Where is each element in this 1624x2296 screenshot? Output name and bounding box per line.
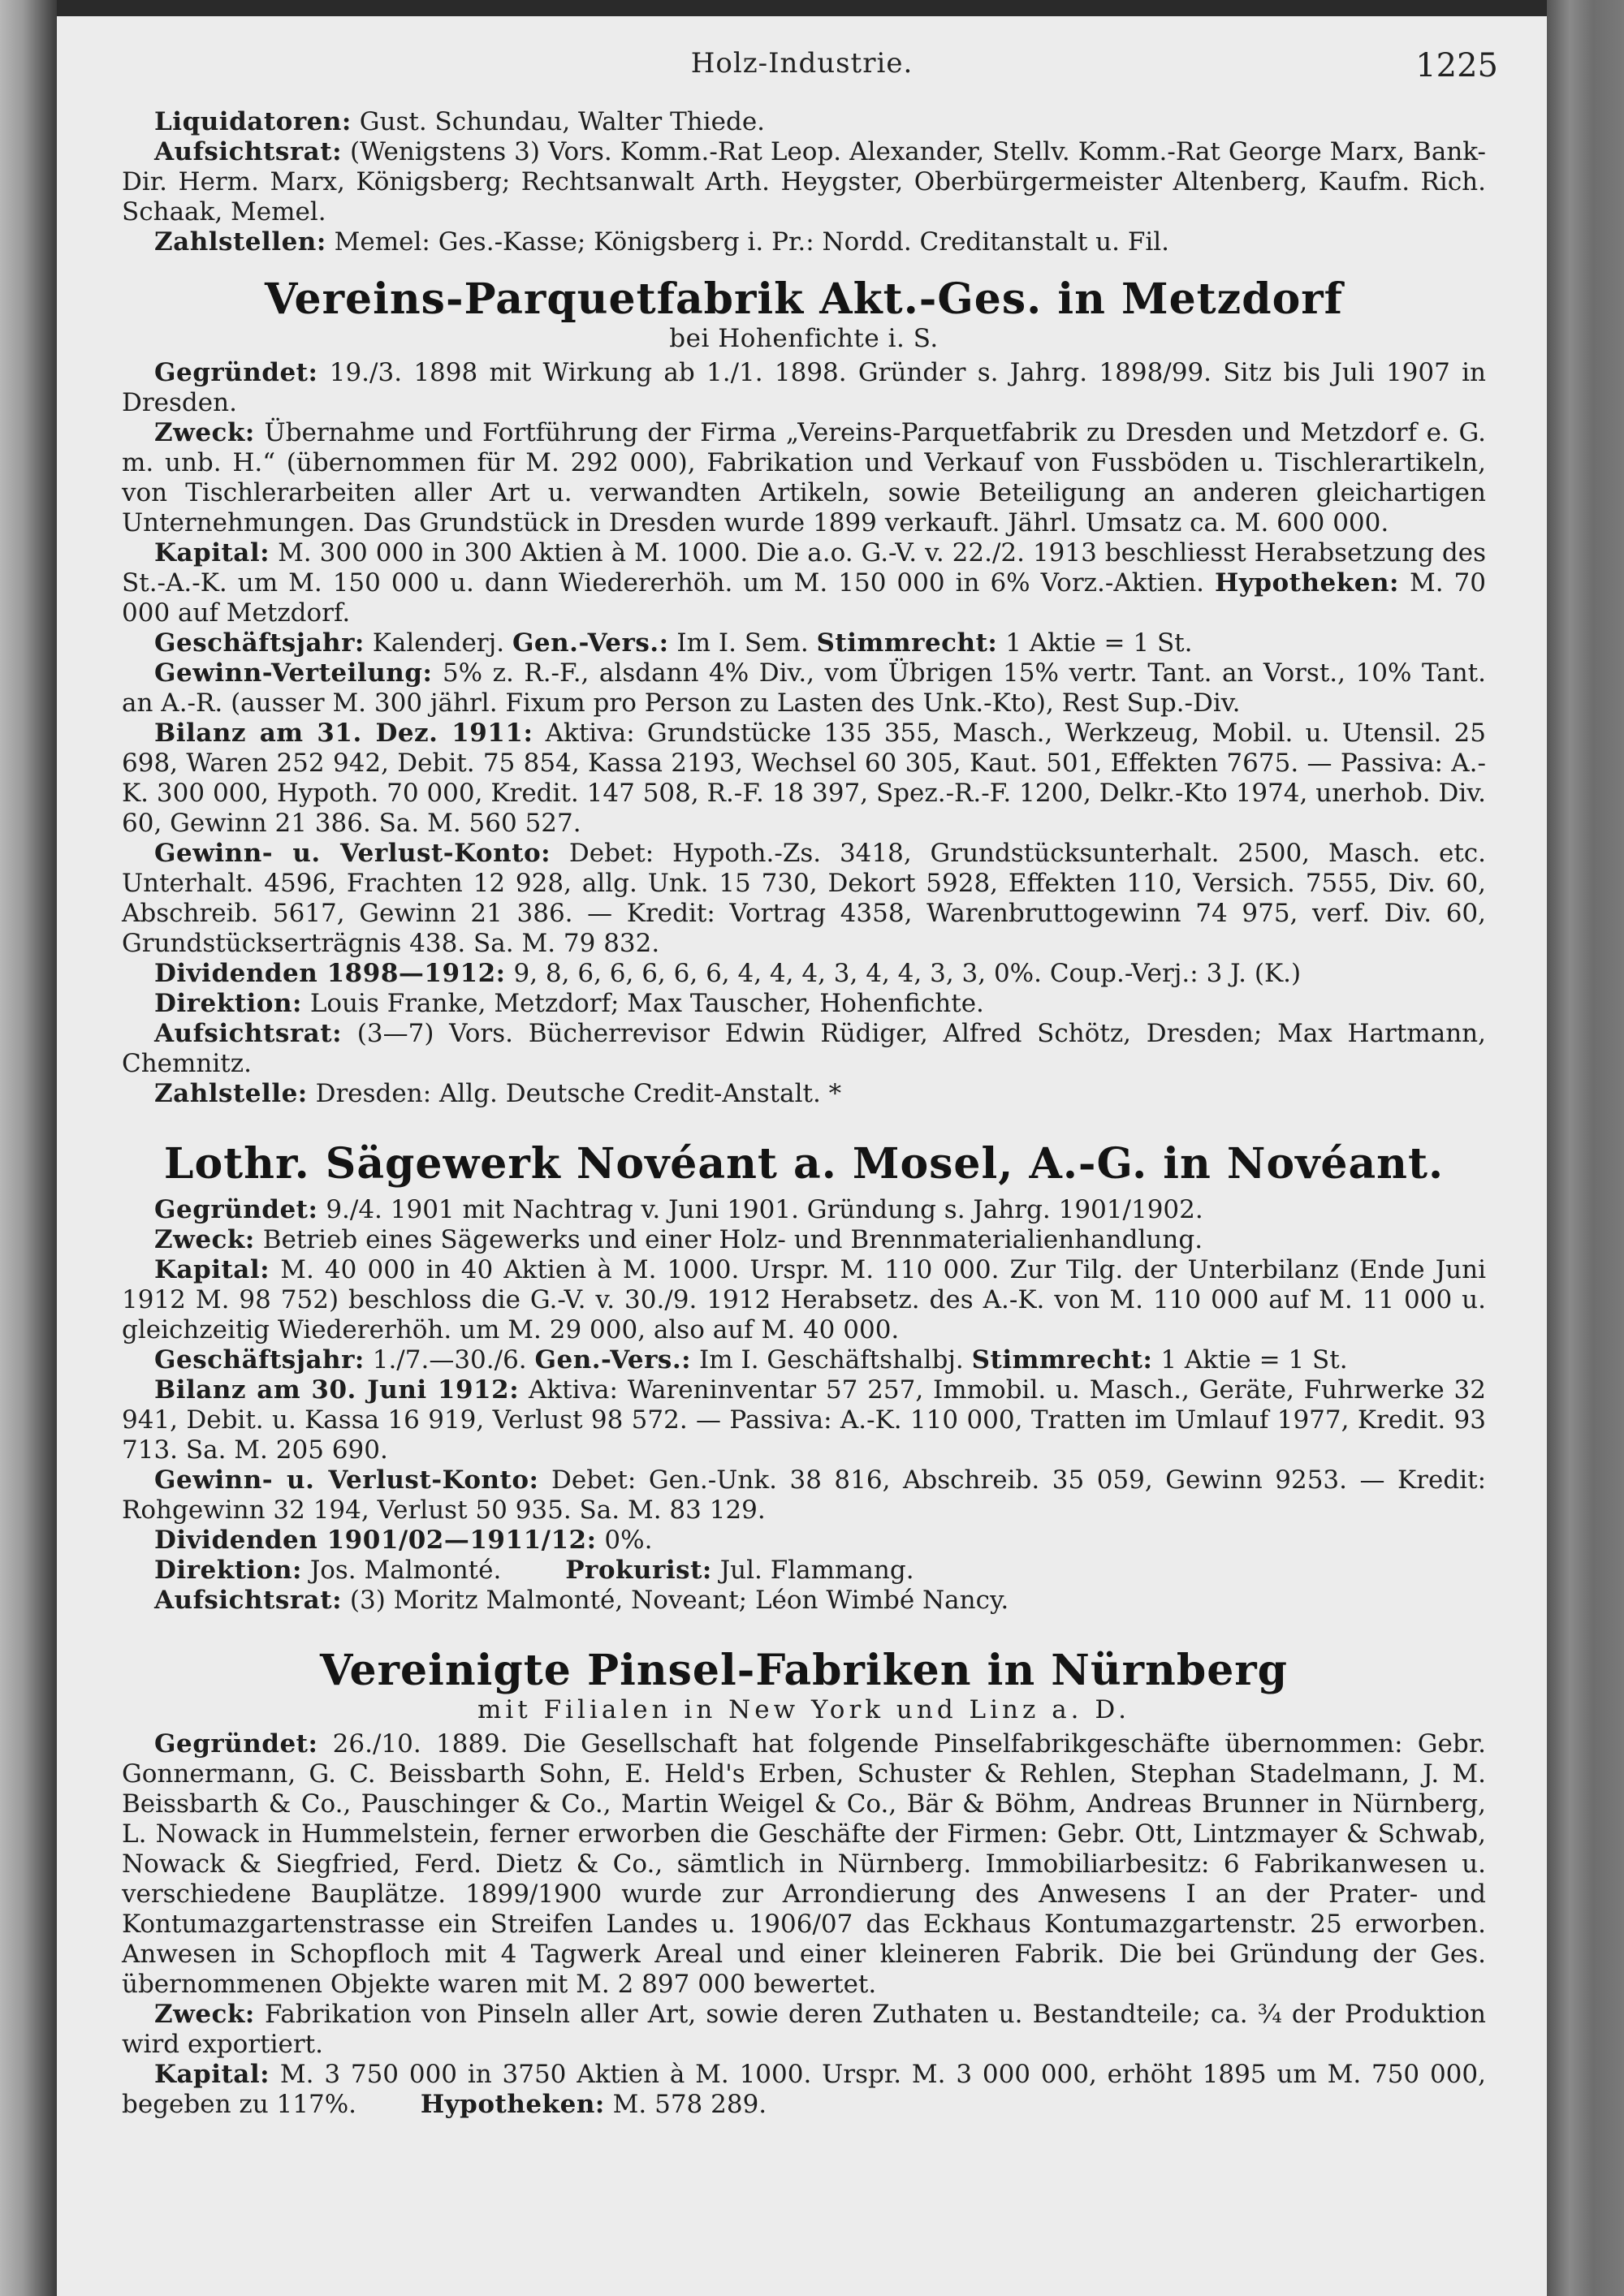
entry-paragraph: Geschäftsjahr: 1./7.—30./6. Gen.-Vers.: Im I. Geschäftshalbj. Stimmrecht: 1 Aktie = 1 St. bbox=[154, 1345, 1348, 1375]
entry-paragraph: Aufsichtsrat: (Wenigstens 3) Vors. Komm.-Rat Leop. Alexander, Stellv. Komm.-Rat George Marx, Bank-Dir. Herm. Marx, Königsberg; Rechtsanwalt Arth. Heygster, Oberbürgermeister Altenberg, Kaufm. Rich. Schaak, Memel. bbox=[122, 137, 1487, 227]
book-gutter-left bbox=[0, 0, 57, 2296]
company-entry bbox=[122, 275, 1486, 1109]
entry-paragraph: Aufsichtsrat: (3—7) Vors. Bücherrevisor Edwin Rüdiger, Alfred Schötz, Dresden; Max Hartmann, Chemnitz. bbox=[122, 1019, 1486, 1078]
entry-paragraph: Gewinn- u. Verlust-Konto: Debet: Hypoth.-Zs. 3418, Grundstücksunterhalt. 2500, Masch. etc. Unterhalt. 4596, Frachten 12 928, allg. Unk. 15 730, Dekort 5928, Effekten 110, Versich. 7555, Div. 60, Abschreib. 5617, Gewinn 21 386. — Kredit: Vortrag 4358, Warenbruttogewinn 74 975, verf. Div. 60, Grundstückserträgnis 438. Sa. M. 79 832. bbox=[122, 839, 1486, 958]
page-header bbox=[57, 47, 1547, 88]
entry-paragraph: Zweck: Betrieb eines Sägewerks und einer Holz- und Brennmaterialienhandlung. bbox=[154, 1225, 1203, 1254]
entry-paragraph: Direktion: Jos. Malmonté. Prokurist: Jul. Flammang. bbox=[154, 1556, 914, 1585]
previous-entry-continuation bbox=[122, 107, 1486, 257]
entry-paragraph: Kapital: M. 3 750 000 in 3750 Aktien à M. 1000. Urspr. M. 3 000 000, erhöht 1895 um M. 750 000, begeben zu 117%. Hypotheken: M. 578 289. bbox=[122, 2060, 1486, 2119]
entry-paragraph: Gegründet: 19./3. 1898 mit Wirkung ab 1./1. 1898. Gründer s. Jahrg. 1898/99. Sitz bis Juli 1907 in Dresden. bbox=[122, 358, 1486, 417]
entry-paragraph: Aufsichtsrat: (3) Moritz Malmonté, Noveant; Léon Wimbé Nancy. bbox=[154, 1586, 1009, 1615]
company-title: Lothr. Sägewerk Novéant a. Mosel, A.-G. in Novéant. bbox=[163, 1139, 1445, 1189]
entry-paragraph: Zahlstellen: Memel: Ges.-Kasse; Königsberg i. Pr.: Nordd. Creditanstalt u. Fil. bbox=[154, 227, 1170, 257]
entry-paragraph: Bilanz am 31. Dez. 1911: Aktiva: Grundstücke 135 355, Masch., Werkzeug, Mobil. u. Utensil. 25 698, Waren 252 942, Debit. 75 854, Kassa 2193, Wechsel 60 305, Kaut. 501, Effekten 7675. — Passiva: A.-K. 300 000, Hypoth. 70 000, Kredit. 147 508, R.-F. 18 397, Spez.-R.-F. 1200, Delkr.-Kto 1974, unerhob. Div. 60, Gewinn 21 386. Sa. M. 560 527. bbox=[122, 719, 1486, 838]
running-head: Holz-Industrie. bbox=[690, 47, 914, 80]
entry-paragraph: Bilanz am 30. Juni 1912: Aktiva: Wareninventar 57 257, Immobil. u. Masch., Geräte, Fuhrwerke 32 941, Debit. u. Kassa 16 919, Verlust 98 572. — Passiva: A.-K. 110 000, Tratten im Umlauf 1977, Kredit. 93 713. Sa. M. 205 690. bbox=[122, 1375, 1487, 1465]
entry-paragraph: Zweck: Fabrikation von Pinseln aller Art, sowie deren Zuthaten u. Bestandteile; ca. ¾ der Produktion wird exportiert. bbox=[122, 2000, 1486, 2059]
entry-paragraph: Liquidatoren: Gust. Schundau, Walter Thiede. bbox=[154, 107, 766, 136]
company-entry bbox=[122, 1646, 1486, 2120]
entry-paragraph: Dividenden 1898—1912: 9, 8, 6, 6, 6, 6, 6, 4, 4, 4, 3, 4, 4, 3, 3, 0%. Coup.-Verj.: 3 J. (K.) bbox=[154, 959, 1302, 988]
entry-paragraph: Dividenden 1901/02—1911/12: 0%. bbox=[154, 1526, 653, 1555]
company-entry bbox=[122, 1140, 1486, 1616]
company-title: Vereinigte Pinsel-Fabriken in Nürnberg bbox=[319, 1646, 1289, 1695]
company-subtitle: bei Hohenfichte i. S. bbox=[669, 324, 939, 353]
company-subtitle: mit Filialen in New York und Linz a. D. bbox=[477, 1695, 1130, 1724]
entry-paragraph: Direktion: Louis Franke, Metzdorf; Max Tauscher, Hohenfichte. bbox=[154, 989, 984, 1018]
entry-paragraph: Kapital: M. 300 000 in 300 Aktien à M. 1000. Die a.o. G.-V. v. 22./2. 1913 beschliesst Herabsetzung des St.-A.-K. um M. 150 000 u. dann Wiedererhöh. um M. 150 000 in 6% Vorz.-Aktien. Hypotheken: M. 70 000 auf Metzdorf. bbox=[122, 538, 1486, 628]
page-content bbox=[122, 107, 1486, 2120]
book-page bbox=[57, 16, 1547, 2296]
book-page-edges-right bbox=[1547, 0, 1624, 2296]
company-title: Vereins-Parquetfabrik Akt.-Ges. in Metzdorf bbox=[264, 274, 1344, 324]
entry-paragraph: Gegründet: 26./10. 1889. Die Gesellschaft hat folgende Pinselfabrikgeschäfte übernommen: Gebr. Gonnermann, G. C. Beissbarth Sohn, E. Held's Erben, Schuster & Rehlen, Stephan Stadelmann, J. M. Beissbarth & Co., Pauschinger & Co., Martin Weigel & Co., Bär & Böhm, Andreas Brunner in Nürnberg, L. Nowack in Hummelstein, ferner erworben die Geschäfte der Firmen: Gebr. Ott, Lintzmayer & Schwab, Nowack & Siegfried, Ferd. Dietz & Co., sämtlich in Nürnberg. Immobiliarbesitz: 6 Fabrikanwesen u. verschiedene Bauplätze. 1899/1900 wurde zur Arrondierung des Anwesens I an der Prater- und Kontumazgartenstrasse ein Streifen Landes u. 1906/07 das Eckhaus Kontumazgartenstr. 25 erworben. Anwesen in Schopfloch mit 4 Tagwerk Areal und einer kleineren Fabrik. Die bei Gründung der Ges. übernommenen Objekte waren mit M. 2 897 000 bewertet. bbox=[122, 1729, 1486, 1999]
entry-paragraph: Geschäftsjahr: Kalenderj. Gen.-Vers.: Im I. Sem. Stimmrecht: 1 Aktie = 1 St. bbox=[154, 628, 1193, 658]
entry-paragraph: Zahlstelle: Dresden: Allg. Deutsche Credit-Anstalt. * bbox=[154, 1079, 842, 1108]
entry-paragraph: Gewinn- u. Verlust-Konto: Debet: Gen.-Unk. 38 816, Abschreib. 35 059, Gewinn 9253. — Kredit: Rohgewinn 32 194, Verlust 50 935. Sa. M. 83 129. bbox=[122, 1465, 1487, 1525]
entry-paragraph: Zweck: Übernahme und Fortführung der Firma „Vereins-Parquetfabrik zu Dresden und Metzdorf e. G. m. unb. H.“ (übernommen für M. 292 000), Fabrikation und Verkauf von Fussböden u. Tischlerartikeln, von Tischlerarbeiten aller Art u. verwandten Artikeln, sowie Beteiligung an anderen gleichartigen Unternehmungen. Das Grundstück in Dresden wurde 1899 verkauft. Jährl. Umsatz ca. M. 600 000. bbox=[122, 418, 1487, 537]
entry-paragraph: Kapital: M. 40 000 in 40 Aktien à M. 1000. Urspr. M. 110 000. Zur Tilg. der Unterbilanz (Ende Juni 1912 M. 98 752) beschloss die G.-V. v. 30./9. 1912 Herabsetz. des A.-K. von M. 110 000 auf M. 11 000 u. gleichzeitig Wiedererhöh. um M. 29 000, also auf M. 40 000. bbox=[122, 1255, 1486, 1344]
page-number: 1225 bbox=[1415, 47, 1498, 84]
entry-paragraph: Gegründet: 9./4. 1901 mit Nachtrag v. Juni 1901. Gründung s. Jahrg. 1901/1902. bbox=[154, 1195, 1203, 1224]
entry-paragraph: Gewinn-Verteilung: 5% z. R.-F., alsdann 4% Div., vom Übrigen 15% vertr. Tant. an Vorst., 10% Tant. an A.-R. (ausser M. 300 jährl. Fixum pro Person zu Lasten des Unk.-Kto), Rest Sup.-Div. bbox=[122, 658, 1486, 718]
